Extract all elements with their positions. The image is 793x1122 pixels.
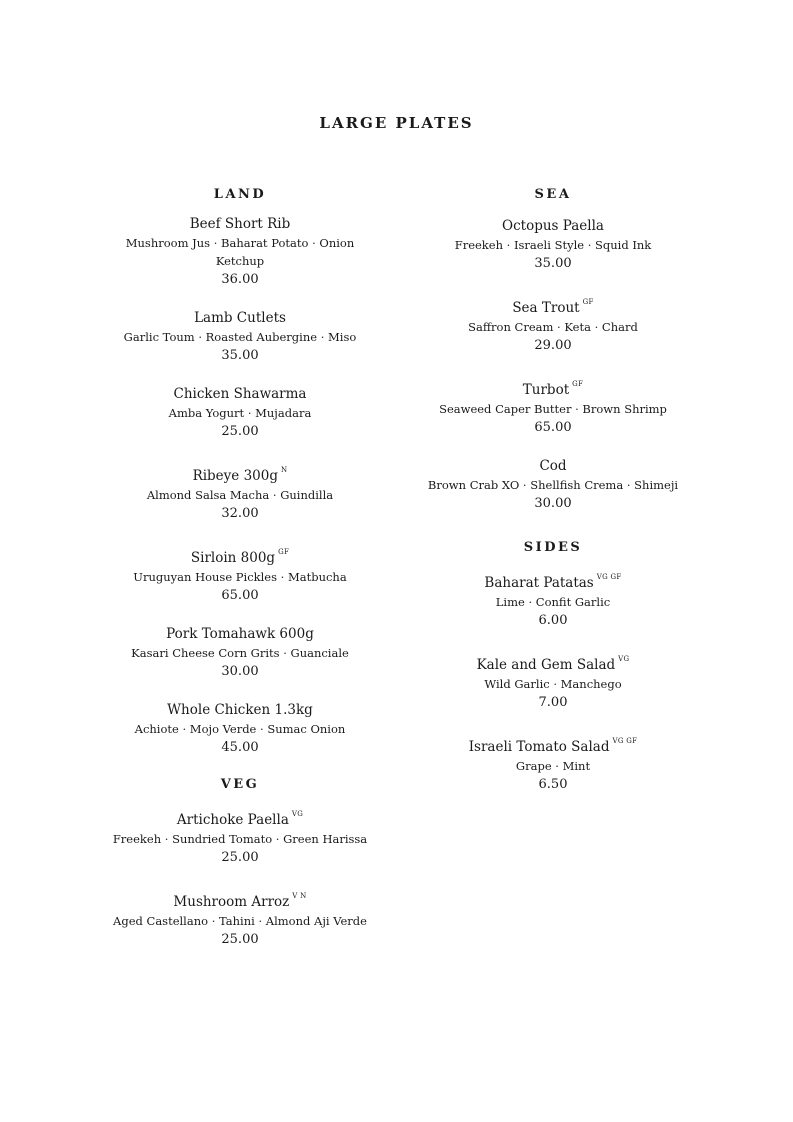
item-name — [100, 460, 380, 486]
menu-item — [100, 214, 380, 289]
item-name — [100, 700, 380, 720]
item-name — [100, 804, 380, 830]
land-items — [100, 214, 380, 757]
sides-items — [413, 567, 693, 794]
item-name-text: Octopus Paella — [502, 218, 604, 234]
menu-item — [100, 624, 380, 681]
item-name — [100, 308, 380, 328]
item-name-text: Pork Tomahawk 600g — [166, 626, 314, 642]
item-price: 29.00 — [534, 338, 572, 353]
item-name — [100, 542, 380, 568]
item-name — [413, 731, 693, 757]
item-description: Aged Castellano · Tahini · Almond Aji Verde — [113, 914, 367, 928]
item-name-text: Cod — [539, 458, 567, 474]
item-name-text: Whole Chicken 1.3kg — [167, 702, 313, 718]
item-description: Lime · Confit Garlic — [495, 595, 611, 609]
menu-item — [100, 384, 380, 441]
item-price: 25.00 — [221, 932, 259, 947]
item-name-text: Ribeye 300g — [192, 468, 278, 484]
item-name-text: Chicken Shawarma — [173, 386, 307, 402]
item-name-text: Baharat Patatas — [484, 575, 594, 591]
sides-section — [413, 539, 693, 794]
item-name — [413, 374, 693, 400]
dietary-tag: GF — [278, 548, 290, 556]
item-name-text: Sea Trout — [512, 300, 580, 316]
menu-item — [413, 374, 693, 437]
item-description: Mushroom Jus · Baharat Potato · Onion Ketchup — [125, 236, 355, 268]
menu-item — [100, 542, 380, 605]
item-name — [413, 292, 693, 318]
item-description: Achiote · Mojo Verde · Sumac Onion — [134, 722, 346, 736]
item-price: 25.00 — [221, 424, 259, 439]
item-name — [413, 216, 693, 236]
item-description: Uruguyan House Pickles · Matbucha — [133, 570, 347, 584]
item-description: Saffron Cream · Keta · Chard — [468, 320, 638, 334]
menu-item — [100, 700, 380, 757]
left-column — [100, 186, 380, 968]
item-price: 30.00 — [534, 496, 572, 511]
dietary-tag: V N — [292, 892, 307, 900]
page-title: LARGE PLATES — [319, 114, 474, 132]
item-price: 35.00 — [534, 256, 572, 271]
dietary-tag: VG GF — [612, 737, 638, 745]
item-name-text: Lamb Cutlets — [194, 310, 286, 326]
sea-heading: SEA — [534, 187, 572, 202]
menu-item — [100, 804, 380, 867]
dietary-tag: GF — [572, 380, 584, 388]
item-price: 6.50 — [538, 777, 568, 792]
item-description: Seaweed Caper Butter · Brown Shrimp — [439, 402, 667, 416]
item-name — [100, 886, 380, 912]
dietary-tag: VG — [618, 655, 630, 663]
item-price: 65.00 — [534, 420, 572, 435]
item-description: Freekeh · Sundried Tomato · Green Harissa — [112, 832, 368, 846]
item-price: 30.00 — [221, 664, 259, 679]
menu-item — [413, 731, 693, 794]
item-name-text: Artichoke Paella — [176, 812, 289, 828]
item-name-text: Mushroom Arroz — [173, 894, 290, 910]
menu-item — [100, 460, 380, 523]
sea-section — [413, 186, 693, 513]
item-name-text: Beef Short Rib — [189, 216, 291, 232]
item-price: 35.00 — [221, 348, 259, 363]
item-name — [100, 214, 380, 234]
item-name — [413, 456, 693, 476]
menu-item — [413, 292, 693, 355]
dietary-tag: GF — [582, 298, 594, 306]
sea-items — [413, 216, 693, 513]
dietary-tag: VG — [291, 810, 304, 818]
land-section — [100, 186, 380, 757]
item-description: Almond Salsa Macha · Guindilla — [146, 488, 334, 502]
menu-item — [413, 216, 693, 273]
item-name-text: Sirloin 800g — [190, 550, 276, 566]
item-price: 6.00 — [538, 613, 568, 628]
item-description: Kasari Cheese Corn Grits · Guanciale — [131, 646, 349, 660]
item-description: Brown Crab XO · Shellfish Crema · Shimeji — [427, 478, 679, 492]
item-name — [413, 649, 693, 675]
item-name-text: Israeli Tomato Salad — [468, 739, 610, 755]
veg-section — [100, 776, 380, 949]
item-name — [100, 624, 380, 644]
item-price: 45.00 — [221, 740, 259, 755]
dietary-tag: N — [281, 466, 288, 474]
land-heading: LAND — [213, 187, 267, 202]
item-name — [100, 384, 380, 404]
item-price: 36.00 — [221, 272, 259, 287]
item-description: Garlic Toum · Roasted Aubergine · Miso — [123, 330, 357, 344]
veg-heading: VEG — [220, 777, 260, 792]
item-price: 25.00 — [221, 850, 259, 865]
item-description: Amba Yogurt · Mujadara — [168, 406, 312, 420]
item-name-text: Turbot — [522, 382, 570, 398]
dietary-tag: VG GF — [596, 573, 622, 581]
menu-item — [413, 649, 693, 712]
item-name — [413, 567, 693, 593]
item-description: Wild Garlic · Manchego — [484, 677, 622, 691]
item-price: 7.00 — [538, 695, 568, 710]
item-description: Grape · Mint — [515, 759, 591, 773]
item-price: 32.00 — [221, 506, 259, 521]
veg-items — [100, 804, 380, 949]
menu-item — [100, 308, 380, 365]
menu-item — [100, 886, 380, 949]
item-description: Freekeh · Israeli Style · Squid Ink — [454, 238, 652, 252]
item-name-text: Kale and Gem Salad — [476, 657, 616, 673]
item-price: 65.00 — [221, 588, 259, 603]
menu-item — [413, 567, 693, 630]
sides-heading: SIDES — [523, 540, 583, 555]
menu-item — [413, 456, 693, 513]
right-column — [413, 186, 693, 813]
